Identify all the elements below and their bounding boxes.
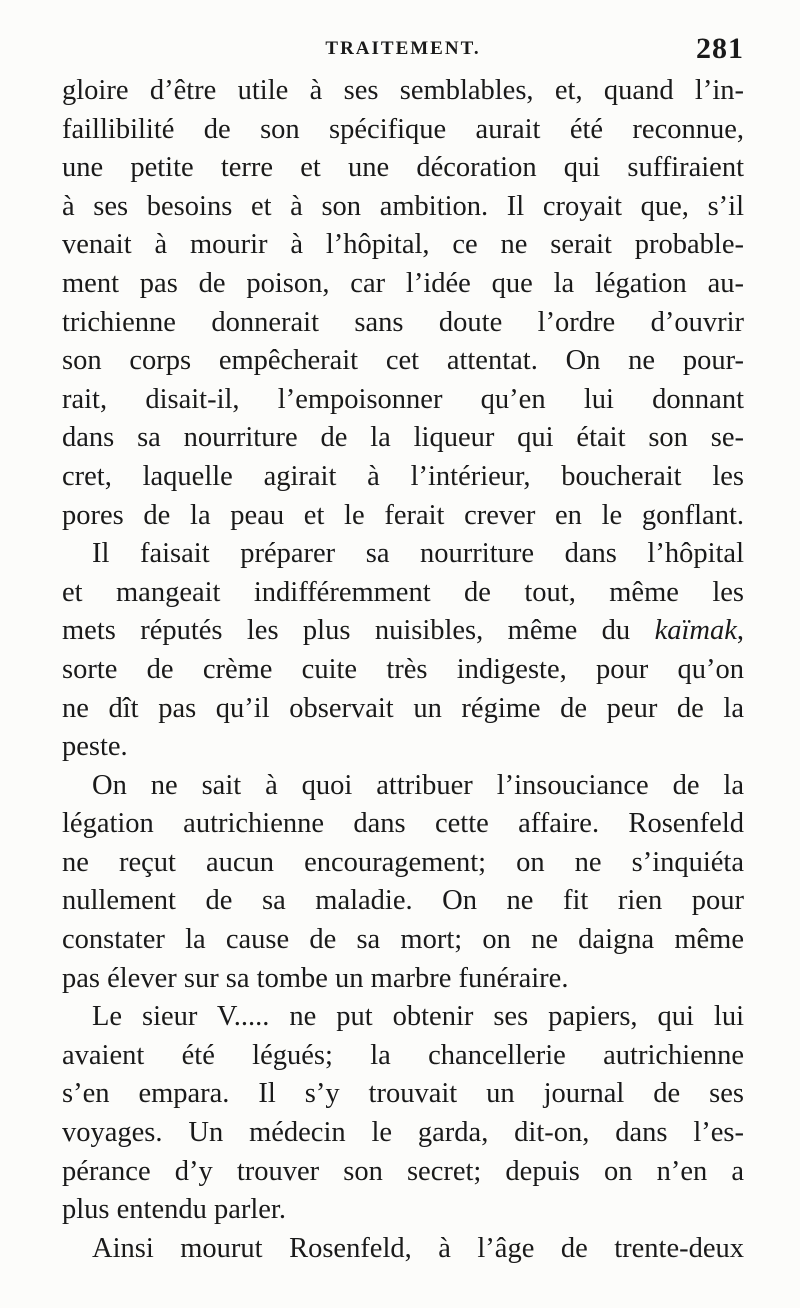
text-line: cret, laquelle agirait à l’intérieur, boucherait les xyxy=(62,460,744,492)
paragraph xyxy=(62,1230,744,1269)
text-line: trichienne donnerait sans doute l’ordre d’ouvrir xyxy=(62,306,744,338)
paragraph xyxy=(62,998,744,1230)
page-number: 281 xyxy=(696,32,744,65)
text-line: pores de la peau et le ferait crever en le gonflant. xyxy=(62,499,744,531)
text-line: gloire d’être utile à ses semblables, et, quand l’in- xyxy=(62,75,744,106)
text-line xyxy=(62,612,744,651)
text-line: légation autrichienne dans cette affaire. Rosenfeld xyxy=(62,808,744,840)
text-line: On ne sait à quoi attribuer l’insouciance de la xyxy=(92,769,744,801)
text-line: avaient été légués; la chancellerie autrichienne xyxy=(62,1039,744,1071)
text-segment: , xyxy=(736,615,744,647)
paragraph xyxy=(62,72,744,535)
paragraph xyxy=(62,767,744,999)
text-line: plus entendu parler. xyxy=(62,1194,286,1226)
text-line: voyages. Un médecin le garda, dit-on, dans l’es- xyxy=(62,1117,744,1149)
text-line: et mangeait indifféremment de tout, même les xyxy=(62,576,744,608)
page-header xyxy=(62,32,744,65)
text-line: pérance d’y trouver son secret; depuis on n’en a xyxy=(62,1155,744,1187)
text-line: à ses besoins et à son ambition. Il croyait que, s’il xyxy=(62,190,744,222)
text-line: dans sa nourriture de la liqueur qui était son se- xyxy=(62,422,744,454)
text-line: rait, disait-il, l’empoisonner qu’en lui donnant xyxy=(62,383,744,415)
text-line: ne reçut aucun encouragement; on ne s’inquiéta xyxy=(62,846,744,878)
text-line: nullement de sa maladie. On ne fit rien pour xyxy=(62,885,744,917)
running-title: TRAITEMENT. xyxy=(325,38,481,59)
text-line: sorte de crème cuite très indigeste, pour qu’on xyxy=(62,653,744,685)
text-line: pas élever sur sa tombe un marbre funéraire. xyxy=(62,962,569,994)
text-line: ment pas de poison, car l’idée que la légation au- xyxy=(62,267,744,299)
text-line: une petite terre et une décoration qui suffiraient xyxy=(62,152,744,184)
text-line: faillibilité de son spécifique aurait été reconnue, xyxy=(62,113,744,145)
text-line: venait à mourir à l’hôpital, ce ne serait probable- xyxy=(62,229,744,261)
text-line: ne dît pas qu’il observait un régime de peur de la xyxy=(62,692,744,724)
text-segment: mets réputés les plus nuisibles, même du xyxy=(62,615,655,647)
text-line: Il faisait préparer sa nourriture dans l’hôpital xyxy=(92,538,744,570)
italic-term: kaïmak xyxy=(654,615,737,647)
text-line: constater la cause de sa mort; on ne daigna même xyxy=(62,924,744,956)
text-line: s’en empara. Il s’y trouvait un journal de ses xyxy=(62,1078,744,1110)
text-line: Le sieur V..... ne put obtenir ses papiers, qui lui xyxy=(92,1001,744,1033)
text-line: peste. xyxy=(62,731,128,763)
text-line: son corps empêcherait cet attentat. On ne pour- xyxy=(62,345,744,377)
paragraph xyxy=(62,535,744,767)
body-text xyxy=(62,72,744,1268)
text-line: Ainsi mourut Rosenfeld, à l’âge de trente-deux xyxy=(92,1232,744,1264)
